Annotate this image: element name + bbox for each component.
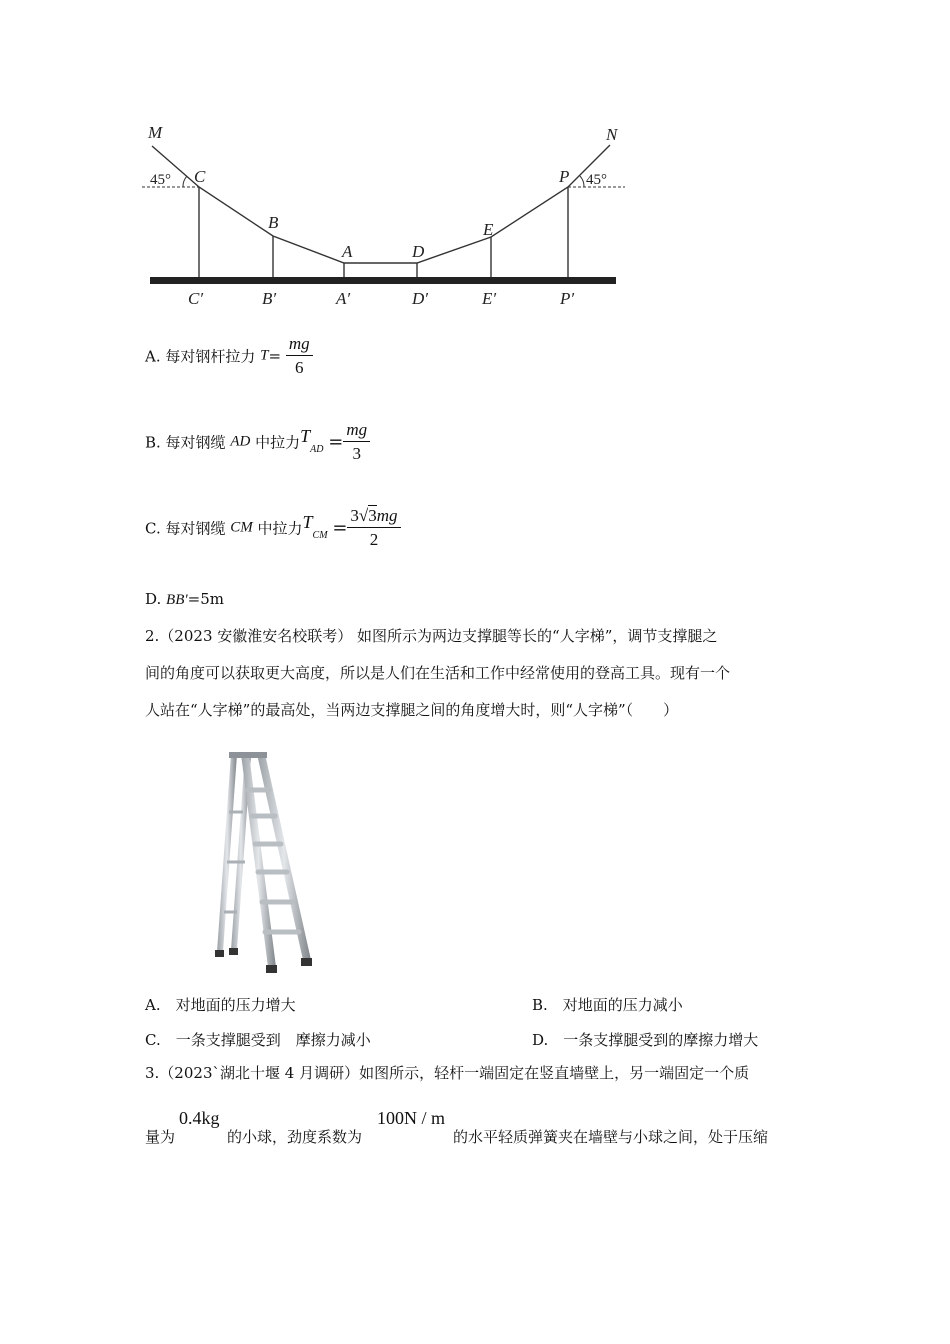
option-b-mid: 中拉力 bbox=[250, 433, 301, 452]
q2-option-b: B. 对地面的压力减小 bbox=[532, 996, 683, 1014]
sqrt-icon: √ bbox=[358, 506, 369, 525]
option-c-denominator: 2 bbox=[369, 530, 379, 549]
label-B: B bbox=[268, 213, 279, 232]
option-a-var: T bbox=[260, 347, 269, 364]
option-a-fraction bbox=[286, 334, 313, 378]
label-D-prime: D′ bbox=[412, 289, 428, 308]
option-b-denominator: 3 bbox=[352, 444, 361, 463]
q2-option-c: C. 一条支撑腿受到 摩擦力减小 bbox=[145, 1031, 371, 1049]
option-d-rest: =5m bbox=[187, 590, 224, 608]
label-E-prime: E′ bbox=[482, 289, 497, 308]
label-C: C bbox=[194, 167, 206, 186]
label-D: D bbox=[412, 242, 425, 261]
option-b-eq: = bbox=[328, 431, 344, 453]
q2-line-3: 人站在“人字梯”的最高处，当两边支撑腿之间的角度增大时，则“人字梯”（ ） bbox=[145, 701, 679, 719]
label-B-prime: B′ bbox=[262, 289, 277, 308]
option-c-prefix: C. 每对钢缆 bbox=[145, 519, 231, 538]
option-c-fraction bbox=[347, 506, 400, 550]
q3-line-1: 3.（2023`湖北十堰 4 月调研）如图所示，轻杆一端固定在竖直墙壁上，另一端固定一个质 bbox=[145, 1064, 750, 1082]
q1-option-c bbox=[145, 506, 401, 550]
q2-line-2: 间的角度可以获取更大高度，所以是人们在生活和工作中经常使用的登高工具。现有一个 bbox=[145, 664, 731, 682]
option-d-prefix: D. bbox=[145, 590, 167, 608]
q1-option-b bbox=[145, 420, 370, 464]
label-M: M bbox=[148, 123, 163, 142]
q3-text-a: 量为 bbox=[145, 1128, 176, 1146]
ladder-top-cap bbox=[229, 752, 267, 758]
angle-label-left: 45° bbox=[150, 172, 171, 188]
option-b-var: AD bbox=[230, 433, 251, 450]
label-C-prime: C′ bbox=[188, 289, 204, 308]
cable-bridge-diagram bbox=[140, 118, 640, 318]
angle-label-right: 45° bbox=[586, 172, 607, 188]
q1-option-d bbox=[145, 590, 224, 609]
option-c-mid: 中拉力 bbox=[252, 519, 303, 538]
label-P: P bbox=[559, 167, 570, 186]
option-c-coef: 3 bbox=[350, 506, 359, 525]
q2-option-a: A. 对地面的压力增大 bbox=[145, 996, 296, 1014]
option-b-T: T bbox=[300, 426, 311, 446]
q3-spring-constant: 100N / m bbox=[377, 1108, 446, 1128]
main-cable bbox=[152, 145, 610, 263]
ladder-foot-2 bbox=[229, 948, 238, 955]
angle-arc-left bbox=[183, 176, 187, 187]
option-c-eq: = bbox=[332, 517, 348, 539]
ladder-foot-1 bbox=[215, 950, 224, 957]
option-d-var: BB′ bbox=[166, 592, 188, 608]
q3-text-c: 的水平轻质弹簧夹在墙壁与小球之间，处于压缩 bbox=[453, 1128, 769, 1146]
option-c-T: T bbox=[302, 512, 313, 532]
step-ladder-image bbox=[185, 752, 325, 977]
label-N: N bbox=[606, 125, 618, 144]
q3-mass: 0.4kg bbox=[179, 1108, 220, 1128]
option-c-num-tail: mg bbox=[376, 506, 398, 525]
q2-option-d: D. 一条支撑腿受到的摩擦力增大 bbox=[532, 1031, 759, 1049]
option-c-sub: CM bbox=[312, 530, 328, 541]
option-a-numerator: mg bbox=[286, 334, 313, 356]
ladder-foot-3 bbox=[266, 965, 277, 973]
q3-line-2 bbox=[145, 1108, 825, 1148]
option-c-numerator bbox=[347, 506, 400, 528]
bridge-deck bbox=[150, 277, 616, 284]
q2-line-1: 2.（2023 安徽淮安名校联考） 如图所示为两边支撑腿等长的“人字梯”，调节支撑腿之 bbox=[145, 627, 718, 645]
option-c-radicand: 3 bbox=[368, 506, 377, 525]
label-A: A bbox=[342, 242, 353, 261]
option-a-eq: = bbox=[268, 347, 282, 365]
option-b-prefix: B. 每对钢缆 bbox=[145, 433, 231, 452]
option-a-prefix: A. 每对钢杆拉力 bbox=[145, 347, 261, 366]
q1-option-a bbox=[145, 334, 313, 378]
angle-arc-right bbox=[580, 176, 584, 187]
option-b-sub: AD bbox=[310, 444, 324, 455]
q3-text-b: 的小球，劲度系数为 bbox=[227, 1128, 363, 1146]
option-b-fraction bbox=[343, 420, 370, 464]
label-P-prime: P′ bbox=[560, 289, 575, 308]
label-A-prime: A′ bbox=[336, 289, 351, 308]
label-E: E bbox=[483, 220, 494, 239]
option-a-denominator: 6 bbox=[294, 358, 304, 377]
ladder-foot-4 bbox=[301, 958, 312, 966]
option-b-numerator: mg bbox=[343, 420, 370, 442]
option-c-var: CM bbox=[230, 519, 253, 536]
